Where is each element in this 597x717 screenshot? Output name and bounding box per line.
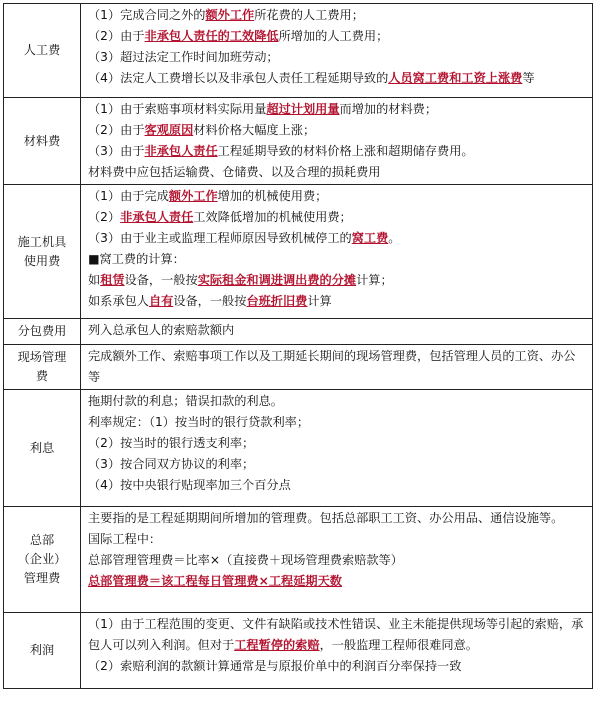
- text-run: 等: [522, 71, 535, 85]
- description-line: [88, 320, 587, 341]
- description-cell: [81, 319, 593, 345]
- description-line: [88, 529, 587, 550]
- category-label: 使用费: [23, 253, 61, 268]
- description-line: [88, 412, 587, 433]
- text-run: （3）超过法定工作时间加班劳动；: [88, 50, 279, 64]
- text-run: （3）由于业主或监理工程师原因导致机械停工的: [88, 231, 352, 245]
- text-run: 如系承包人: [88, 294, 149, 308]
- text-run: 主要指的是工程延期期间所增加的管理费。包括总部职工工资、办公用品、通信设施等。: [88, 511, 564, 525]
- description-line: [88, 475, 587, 496]
- highlighted-term: 非承包人责任: [120, 210, 194, 224]
- highlighted-term: 租赁: [100, 273, 125, 287]
- text-run: 计算；: [356, 273, 393, 287]
- text-run: 设备，一般按: [173, 294, 247, 308]
- description-line: [88, 614, 587, 656]
- table-row: [4, 613, 593, 689]
- highlighted-term: 实际租金和调进调出费的分摊: [197, 273, 357, 287]
- table-row: [4, 185, 593, 319]
- description-line: [88, 120, 587, 141]
- table-row: [4, 390, 593, 507]
- text-run: 而增加的材料费；: [339, 102, 438, 116]
- text-run: 所花费的人工费用；: [254, 8, 364, 22]
- text-run: （1）完成合同之外的: [88, 8, 206, 22]
- table-row: [4, 98, 593, 185]
- description-line: [88, 47, 587, 68]
- text-run: （3）由于: [88, 144, 145, 158]
- description-line: [88, 291, 587, 312]
- description-cell: [81, 98, 593, 185]
- description-cell: [81, 613, 593, 689]
- description-line: [88, 346, 587, 388]
- text-run: 完成额外工作、索赔事项工作以及工期延长期间的现场管理费，包括管理人员的工资、办公等: [88, 349, 576, 384]
- category-label: 材料费: [23, 133, 61, 148]
- category-label: 分包费用: [17, 324, 67, 338]
- description-line: [88, 249, 587, 270]
- cost-items-table: [3, 3, 593, 689]
- highlighted-term: 人员窝工费和工资上涨费: [388, 71, 523, 85]
- text-run: ■窝工费的计算：: [88, 252, 185, 266]
- description-line: [88, 68, 587, 89]
- description-line: [88, 207, 587, 228]
- table-row: [4, 319, 593, 345]
- category-label: 现场管理: [17, 350, 67, 364]
- text-run: （2）由于: [88, 29, 145, 43]
- description-line: [88, 99, 587, 120]
- table-row: [4, 345, 593, 390]
- text-run: 增加的机械使用费；: [217, 189, 328, 203]
- highlighted-term: 超过计划用量: [266, 102, 340, 116]
- highlighted-term: 客观原因: [144, 123, 194, 137]
- text-run: 所增加的人工费用；: [278, 29, 389, 43]
- category-cell: [4, 4, 81, 98]
- table-row: [4, 4, 593, 98]
- category-cell: [4, 345, 81, 390]
- text-run: （2）按当时的银行透支利率；: [88, 436, 255, 450]
- description-line: [88, 270, 587, 291]
- text-run: （1）由于工程范围的变更、文件有缺陷或技术性错误、业主未能提供现场等引起的索赔，承包人可以列入利润。但对于: [88, 617, 584, 652]
- text-run: （1）由于索赔事项材料实际用量: [88, 102, 267, 116]
- text-run: （2）由于: [88, 123, 145, 137]
- text-run: 利率规定：（1）按当时的银行贷款利率；: [88, 415, 310, 429]
- text-run: 如: [88, 273, 101, 287]
- description-line: [88, 141, 587, 162]
- description-cell: [81, 4, 593, 98]
- description-line: [88, 26, 587, 47]
- category-label: 人工费: [23, 43, 61, 57]
- text-run: 。: [388, 231, 401, 245]
- text-run: （2）: [88, 210, 121, 224]
- text-run: 材料费中应包括运输费、仓储费、以及合理的损耗费用: [88, 165, 381, 179]
- table-body: [4, 4, 593, 689]
- category-label: 利润: [29, 643, 55, 657]
- text-run: （4）法定人工费增长以及非承包人责任工程延期导致的: [88, 71, 389, 85]
- highlighted-term: 自有: [148, 294, 174, 308]
- category-cell: [4, 319, 81, 345]
- category-label: 施工机具: [17, 234, 67, 249]
- text-run: （2）索赔利润的款额计算通常是与原报价单中的利润百分率保持一致: [88, 659, 462, 673]
- highlighted-term: 台班折旧费: [246, 294, 308, 308]
- highlighted-term: 额外工作: [168, 189, 218, 203]
- description-cell: [81, 390, 593, 507]
- text-run: 计算: [307, 294, 332, 308]
- description-line: [88, 508, 587, 529]
- description-cell: [81, 185, 593, 319]
- highlighted-term: 额外工作: [205, 8, 255, 22]
- text-run: 工程延期导致的材料价格上涨和超期储存费用。: [217, 144, 474, 158]
- category-cell: [4, 98, 81, 185]
- description-line: [88, 550, 587, 571]
- description-line: [88, 391, 587, 412]
- description-line: [88, 656, 587, 677]
- text-run: （4）按中央银行贴现率加三个百分点: [88, 478, 291, 492]
- category-label: 管理费: [23, 571, 61, 585]
- category-cell: [4, 185, 81, 319]
- description-line: [88, 571, 587, 592]
- description-cell: [81, 345, 593, 390]
- text-run: 拖期付款的利息；错误扣款的利息。: [88, 394, 283, 408]
- text-run: （3）按合同双方协议的利率；: [88, 457, 255, 471]
- text-run: （1）由于完成: [88, 189, 169, 203]
- text-run: 材料价格大幅度上涨；: [193, 123, 316, 137]
- category-label: 总部: [29, 533, 55, 547]
- text-run: ，一般监理工程师很难同意。: [319, 638, 478, 652]
- category-cell: [4, 507, 81, 613]
- highlighted-term: 工程暂停的索赔: [234, 638, 320, 652]
- text-run: 总部管理管理费＝比率×（直接费＋现场管理费索赔款等）: [88, 553, 403, 567]
- category-cell: [4, 613, 81, 689]
- text-run: 工效降低增加的机械使用费；: [193, 210, 352, 224]
- category-label: 利息: [29, 440, 55, 455]
- text-run: 国际工程中：: [88, 532, 162, 546]
- description-line: [88, 228, 587, 249]
- description-line: [88, 433, 587, 454]
- highlighted-term: 总部管理费＝该工程每日管理费×工程延期天数: [88, 574, 342, 588]
- table-row: [4, 507, 593, 613]
- category-cell: [4, 390, 81, 507]
- text-run: 设备，一般按: [124, 273, 198, 287]
- category-label: （企业）: [17, 552, 67, 566]
- description-line: [88, 5, 587, 26]
- category-label: 费: [35, 369, 49, 383]
- text-run: 列入总承包人的索赔款额内: [88, 323, 235, 337]
- description-line: [88, 186, 587, 207]
- description-cell: [81, 507, 593, 613]
- highlighted-term: 非承包人责任: [144, 144, 218, 158]
- highlighted-term: 非承包人责任的工效降低: [144, 29, 279, 43]
- description-line: [88, 454, 587, 475]
- description-line: [88, 162, 587, 183]
- highlighted-term: 窝工费: [351, 231, 389, 245]
